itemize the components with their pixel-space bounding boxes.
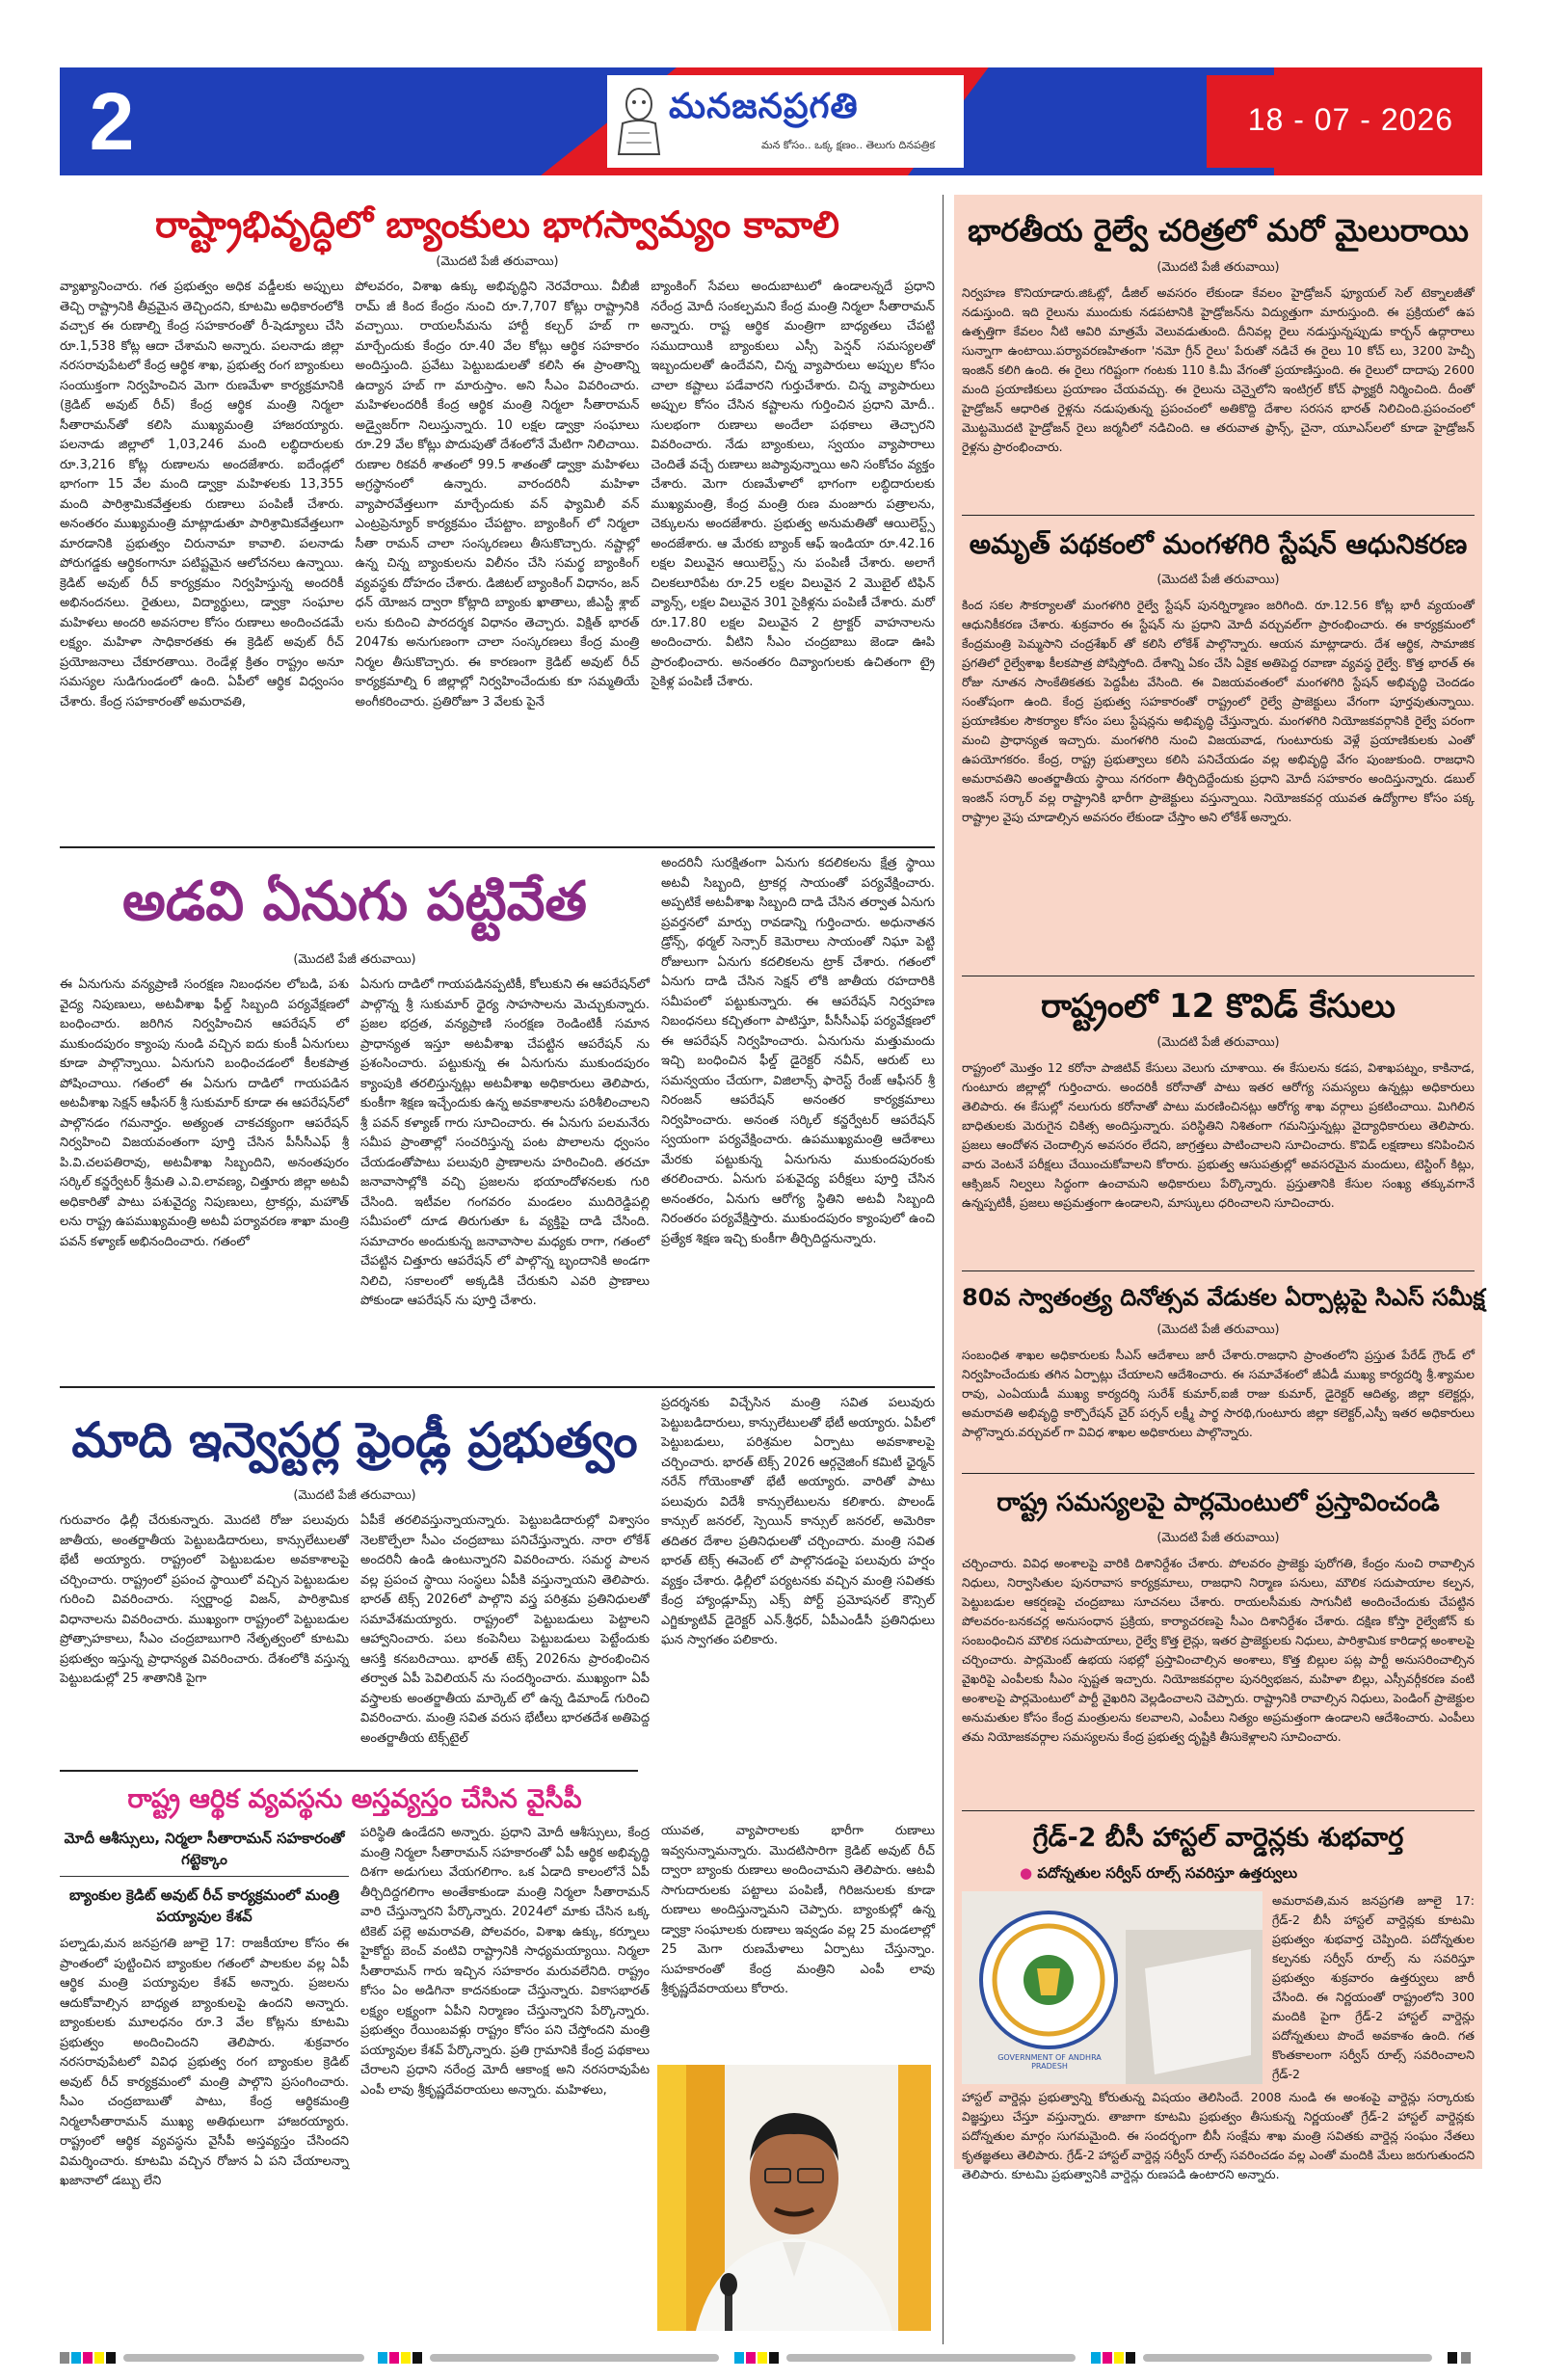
headline: రాష్ట్రాభివృద్ధిలో బ్యాంకులు భాగస్వామ్యం కావాలి bbox=[155, 203, 839, 246]
headline: గ్రేడ్-2 బీసీ హాస్టల్ వార్డెన్లకు శుభవార్త bbox=[1032, 1823, 1404, 1853]
newspaper-tagline: మన కోసం.. ఒక్క క్షణం.. తెలుగు దినపత్రిక bbox=[761, 139, 936, 151]
article-column-2: ఏపీకే తరలివస్తున్నాయన్నారు. పెట్టుబడిదారుల్లో విశ్వాసం నెలకొల్పేలా సీఎం చంద్రబాబు పనిచేస్తున్నారు. నారా లోకేశ్ అందరినీ ఉండి ఉంటున్నారని వివరించారు. సమర్థ పాలన వల్ల ప్రపంచ స్థాయి సంస్థలు ఏపీకి వస్తున్నాయని తెలిపారు. భారత్ టెక్స్ 2026లో పాల్గొని వస్త్ర పరిశ్రమ ప్రతినిధులతో సమావేశమయ్యారు. రాష్ట్రంలో పెట్టుబడులు పెట్టాలని ఆహ్వానించారు. పలు కంపెనీలు పెట్టుబడులు పెట్టేందుకు ఆసక్తి కనబరిచాయి. భారత్ టెక్స్ 2026ను ప్రారంభించిన తర్వాత ఏపీ పెవిలియన్ ను సందర్శించారు. ముఖ్యంగా ఏపీ వస్త్రాలకు అంతర్జాతీయ మార్కెట్ లో ఉన్న డిమాండ్ గురించి వివరించారు. మంత్రి సవిత వరుస భేటీలు భారతదేశ అతిపెద్ద అంతర్జాతీయ టెక్స్‌టైల్ bbox=[360, 1513, 650, 1746]
article-ysrcp-economy bbox=[60, 1776, 935, 2344]
headline: రాష్ట్ర సమస్యలపై పార్లమెంటులో ప్రస్తావించండి bbox=[997, 1488, 1440, 1517]
article-column-1: గురువారం ఢిల్లీ చేరుకున్నారు. మొదటి రోజు పలువురు జాతీయ, అంతర్జాతీయ పెట్టుబడిదారులు, కాన్సులేటులతో భేటీ అయ్యారు. రాష్ట్రంలో పెట్టుబడుల అవకాశాలపై చర్చించారు. రాష్ట్రంలో ప్రపంచ స్థాయిలో వచ్చిన పెట్టుబడుల గురించి వివరించారు. స్వర్ణాంధ్ర విజన్, పారిశ్రామిక విధానాలను వివరించారు. ముఖ్యంగా రాష్ట్రంలో పెట్టుబడుల ప్రోత్సాహకాలు, సీఎం చంద్రబాబుగారి నేతృత్వంలో కూటమి ప్రభుత్వం ఇస్తున్న ప్రాధాన్యత వివరించారు. దేశంలోకి వస్తున్న పెట్టుబడుల్లో 25 శాతానికి పైగా bbox=[60, 1513, 349, 1686]
byline: (మొదటి పేజీ తరువాయి) bbox=[1156, 1531, 1280, 1545]
headline: రాష్ట్ర ఆర్థిక వ్యవస్థను అస్తవ్యస్తం చేసిన వైసీపీ bbox=[127, 1784, 582, 1814]
article-body: సంబంధిత శాఖల అధికారులకు సీఎస్ ఆదేశాలు జారీ చేశారు.రాజధాని ప్రాంతంలోని ప్రస్తుత పేరేడ్ గ్రౌండ్ లో నిర్వహించేందుకు తగిన ఏర్పాట్లు చేయాలని ఆదేశించారు. ఈ సమావేశంలో జీఏడీ ముఖ్య కార్యదర్శి శ్రీ.శ్యామల రావు, ఎంఏయుడీ ముఖ్య కార్యదర్శి సురేశ్ కుమార్,ఐజీ రాజు కుమార్, డైరెక్టర్ ఆదిత్య, జిల్లా కలెక్టర్లు, అమరావతి అభివృద్ధి కార్పొరేషన్ చైర్ పర్సన్ లక్ష్మీ పార్థ సారథి,గుంటూరు జిల్లా కలెక్టర్,ఎస్పీ ఇతర అధికారులు పాల్గొన్నారు.వర్చువల్ గా వివిధ శాఖల అధికారులు పాల్గొన్నారు. bbox=[962, 1348, 1475, 1439]
byline: (మొదటి పేజీ తరువాయి) bbox=[1156, 260, 1280, 275]
article-mangalagiri-station bbox=[962, 519, 1475, 974]
section-divider bbox=[962, 515, 1475, 516]
date-box bbox=[1207, 75, 1473, 168]
minister-photo bbox=[657, 2065, 931, 2331]
byline: (మొదటి పేజీ తరువాయి) bbox=[436, 254, 559, 269]
subheadline: ● పదోన్నతుల సర్వీస్ రూల్స్ సవరిస్తూ ఉత్తర్వులు bbox=[1020, 1864, 1298, 1882]
article-column-3: అందరినీ సురక్షితంగా ఏనుగు కదలికలను క్షేత్ర స్థాయి అటవీ సిబ్బంది, ట్రాకర్ల సాయంతో పర్యవేక్షించారు. అప్పటికే అటవీశాఖ సిబ్బంది దాడి చేసిన తర్వాత ఏనుగు ప్రవర్తనలో మార్పు రావడాన్ని గుర్తించారు. అధునాతన డ్రోన్స్, థర్మల్ సెన్సార్ కెమెరాలు సాయంతో నిఘా పెట్టి రోజులుగా ఏనుగు కదలికలను ట్రాక్ చేశారు. గతంలో ఏనుగు దాడి చేసిన సెక్షన్ లోకి జాతీయ రహదారికి సమీపంలో పట్టుకున్నారు. ఈ ఆపరేషన్ నిర్వహణ నిబంధనలు కచ్చితంగా పాటిస్తూ, పీసీసీఎఫ్ పర్యవేక్షణలో ఈ ఆపరేషన్ నిర్వహించారు. ఏనుగును మత్తుమందు ఇచ్చి బంధించిన ఫీల్డ్ డైరెక్టర్ నవీన్, ఆరుట్ లు సమన్వయం చేయగా, విజిలాన్స్ ఫారెస్ట్ రేంజ్ ఆఫీసర్ శ్రీ నిరంజన్ ఆపరేషన్ అనంతర కార్యక్రమాలు నిర్వహించారు. అనంత సర్కిల్ కన్జర్వేటర్ ఆపరేషన్ స్వయంగా పర్యవేక్షించారు. ఉపముఖ్యమంత్రి ఆదేశాలు మేరకు పట్టుకున్న ఏనుగును ముకుందపురంకు తరలించారు. ఏనుగు పశువైద్య పరీక్షలు పూర్తి చేసిన అనంతరం, ఏనుగు ఆరోగ్య స్థితిని అటవీ సిబ్బంది నిరంతరం పర్యవేక్షిస్తారు. ముకుందపురం క్యాంపులో ఉంచి ప్రత్యేక శిక్షణ ఇచ్చి కుంకీగా తీర్చిదిద్దనున్నారు. bbox=[661, 856, 935, 1246]
article-column-3: ప్రదర్శనకు విచ్చేసిన మంత్రి సవిత పలువురు పెట్టుబడిదారులు, కాన్సులేటులతో భేటీ అయ్యారు. ఏపీలో పెట్టుబడులు, పరిశ్రమల ఏర్పాటు అవకాశాలపై చర్చించారు. భారత్ టెక్స్ 2026 ఆర్గనైజింగ్ కమిటీ ఛైర్మన్ నరేన్ గోయెంకాతో భేటీ అయ్యారు. వారితో పాటు పలువురు విదేశీ కాన్సులేటులను కలిశారు. పొలండ్ కాన్సుల్ జనరల్, స్పెయిన్ కాన్సుల్ జనరల్, అమెరికా తదితర దేశాల ప్రతినిధులతో చర్చించారు. మంత్రి సవిత భారత్ టెక్స్ ఈవెంట్ లో పాల్గొనడంపై పలువురు హర్షం వ్యక్తం చేశారు. ఢిల్లీలో పర్యటనకు వచ్చిన మంత్రి సవితకు కేంద్ర హ్యాండ్లూమ్స్ ఎక్స్ పోర్ట్ ప్రమోషనల్ కౌన్సిల్ ఎగ్జిక్యూటివ్ డైరెక్టర్ ఎన్.శ్రీధర్, ఏపీఎండీసీ ప్రతినిధులు ఘన స్వాగతం పలికారు. bbox=[661, 1396, 935, 1647]
article-investor-friendly bbox=[60, 1394, 935, 1764]
section-divider bbox=[60, 1770, 638, 1772]
article-body: చర్చించారు. వివిధ అంశాలపై వారికి దిశానిర్దేశం చేశారు. పోలవరం ప్రాజెక్టు పురోగతి, కేంద్రం నుంచి రావాల్సిన నిధులు, నిర్వాసితుల పునరావాస కార్యక్రమాలు, రాజధాని నిర్మాణ పనులు, మౌలిక సదుపాయాల కల్పన, పెట్టుబడుల ఆకర్షణపై చంద్రబాబు సూచనలు చేశారు. రాయలసీమకు సాగునీటి అందించేందుకు చేపట్టిన పోలవరం-బనకచర్ల అనుసంధాన ప్రక్రియ, కార్యాచరణపై సీఎం దిశానిర్దేశం చేశారు. దక్షిణ కోస్తా రైల్వేజోన్ కు సంబంధించిన మౌలిక సదుపాయాలు, రైల్వే కొత్త లైన్లు, ఇతర ప్రాజెక్టులకు నిధులు, పారిశ్రామిక కారిడార్ల అంశాలపై చర్చించారు. పార్లమెంట్ ఉభయ సభల్లో ప్రస్తావించాల్సిన అంశాలు, కొత్త బిల్లుల పట్ల పార్టీ అనుసరించాల్సిన వైఖరిపై ఎంపీలకు సీఎం స్పష్టత ఇచ్చారు. నియోజకవర్గాల పునర్విభజన, మహిళా బిల్లు, ఎస్సీవర్గీకరణ వంటి అంశాలపై పార్లమెంటులో పార్టీ వైఖరిని వెల్లడించాలని చెప్పారు. రాష్ట్రానికి రావాల్సిన నిధులు, పెండింగ్ ప్రాజెక్టుల అనుమతుల కోసం కేంద్ర మంత్రులను కలవాలని, ఎంపీలు నిత్యం అప్రమత్తంగా ఉండాలని ఆదేశించారు. ఎంపీలు తమ నియోజకవర్గాల సమస్యలను కేంద్ర ప్రభుత్వ దృష్టికి తీసుకెళ్లాలని సూచించారు. bbox=[962, 1556, 1475, 1744]
print-registration-bar bbox=[60, 2350, 1482, 2366]
article-column-1: పల్నాడు,మన జనప్రగతి జూలై 17: రాజకీయాల కోసం ఈ ప్రాంతంలో పుట్టించిన బ్యాంకుల గతంలో పాలకుల వల్ల ఏపీ ఆర్థిక మంత్రి పయ్యావుల కేశవ్ అన్నారు. ప్రజలను ఆదుకోవాల్సిన బాధ్యత బ్యాంకులపై ఉందని అన్నారు. బ్యాంకులకు మూలధనం రూ.3 వేల కోట్లను కూటమి ప్రభుత్వం అందించిందని తెలిపారు. శుక్రవారం నరసరావుపేటలో వివిధ ప్రభుత్వ రంగ బ్యాంకుల క్రెడిట్ అవుట్ రీచ్ కార్యక్రమంలో మంత్రి పాల్గొని ప్రసంగించారు. సీఎం చంద్రబాబుతో పాటు, కేంద్ర ఆర్థికమంత్రి నిర్మలాసీతారామన్ ముఖ్య అతిథులుగా హాజరయ్యారు. రాష్ట్రంలో ఆర్థిక వ్యవస్థను వైసీపీ అస్తవ్యస్తం చేసిందని విమర్శించారు. కూటమి వచ్చిన రోజున ఏ పని చేయాలన్నా ఖజానాలో డబ్బు లేని bbox=[60, 1937, 349, 2188]
article-column-2: పరిస్థితి ఉండేదని అన్నారు. ప్రధాని మోదీ ఆశీస్సులు, కేంద్ర మంత్రి నిర్మలా సీతారామన్ సహకారంతో ఏపీ ఆర్థిక అభివృద్ధి దిశగా అడుగులు వేయగలిగాం. ఒక ఏడాది కాలంలోనే ఏపీ తీర్చిదిద్దగలిగాం అంతేకాకుండా మంత్రి నిర్మలా సీతారామన్ వారి చేస్తున్నారని పేర్కొన్నారు. 2024లో మాకు చేసిన ఒక్క టికెట్ పల్లె అమరావతి, పోలవరం, విశాఖ ఉక్కు, కర్నూలు హైకోర్టు బెంచ్ వంటివి రాష్ట్రానికి సాధ్యమయ్యాయి. నిర్మలా సీతారామన్ గారు ఇచ్చిన సహకారం మరువలేనిది. రాష్ట్రం కోసం ఏం అడిగినా కాదనకుండా చేస్తున్నారు. వికాసభారత్ లక్ష్యం లక్ష్యంగా ఏపీని నిర్మాణం చేస్తున్నారని పేర్కొన్నారు. ప్రభుత్వం రేయింబవళ్లు రాష్ట్రం కోసం పని చేస్తోందని మంత్రి పయ్యావుల కేశవ్ పేర్కొన్నారు. ప్రతి గ్రామానికి కేంద్ర పథకాలు చేరాలని ప్రధాని నరేంద్ర మోదీ ఆకాంక్ష అని నరసరావుపేట ఎంపీ లావు శ్రీకృష్ణదేవరాయలు అన్నారు. మహిళలు, bbox=[360, 1826, 650, 2098]
article-column-1: ఈ ఏనుగును వన్యప్రాణి సంరక్షణ నిబంధనల లోబడి, పశు వైద్య నిపుణులు, అటవీశాఖ ఫీల్డ్ సిబ్బంది పర్యవేక్షణలో బంధించారు. జరిగిన నిర్వహించిన ఆపరేషన్ లో ముకుందపురం క్యాంపు నుండి వచ్చిన ఐదు కుంకీ ఏనుగులు కూడా పాల్గొన్నాయి. ఏనుగుని బంధించడంలో కీలకపాత్ర పోషించాయి. గతంలో ఈ ఏనుగు దాడిలో గాయపడిన అటవీశాఖ సెక్షన్ ఆఫీసర్ శ్రీ సుకుమార్ కూడా ఈ ఆపరేషన్‌లో పాల్గొనడం గమనార్హం. అత్యంత చాకచక్యంగా ఆపరేషన్ నిర్వహించి విజయవంతంగా పూర్తి చేసిన పీసీసీఎఫ్ శ్రీ పి.వి.చలపతిరావు, అటవీశాఖ సిబ్బందిని, అనంతపురం సర్కిల్ కన్జర్వేటర్ శ్రీమతి ఎ.వి.లావణ్య, చిత్తూరు జిల్లా అటవీ అధికారితో పాటు పశువైద్య నిపుణులు, ట్రాకర్లు, మహౌత్ లను రాష్ట్ర ఉపముఖ్యమంత్రి అటవీ పర్యావరణ శాఖా మంత్రి పవన్ కళ్యాణ్ అభినందించారు. గతంలో bbox=[60, 977, 349, 1249]
article-column-2: ఏనుగు దాడిలో గాయపడినప్పటికీ, కోలుకుని ఈ ఆపరేషన్‌లో పాల్గొన్న శ్రీ సుకుమార్ ధైర్య సాహసాలను మెచ్చుకున్నారు. ప్రజల భద్రత, వన్యప్రాణి సంరక్షణ రెండింటికీ సమాన ప్రాధాన్యత ఇస్తూ అటవీశాఖ చేపట్టిన ఆపరేషన్ ను ప్రశంసించారు. పట్టుకున్న ఈ ఏనుగును ముకుందపురం క్యాంపుకి తరలిస్తున్నట్లు అటవీశాఖ అధికారులు తెలిపారు, కుంకీగా శిక్షణ ఇచ్చేందుకు ఉన్న అవకాశాలను పరిశీలించాలని శ్రీ పవన్ కళ్యాణ్ గారు సూచించారు. ఈ ఏనుగు పలమనేరు సమీప ప్రాంతాల్లో సంచరిస్తున్న పంట పొలాలను ధ్వంసం చేయడంతోపాటు పలువురి ప్రాణాలను హరించింది. తరచూ జనావాసాల్లోకి వచ్చి ప్రజలను భయాందోళనలకు గురి చేసింది. ఇటీవల గంగవరం మండలం ముదిరెడ్డిపల్లి సమీపంలో దూడ తిరుగుతూ ఓ వ్యక్తిపై దాడి చేసింది. సమాచారం అందుకున్న జనావాసాల మధ్యకు రాగా, గతంలో చేపట్టిన చిత్తూరు ఆపరేషన్ లో పాల్గొన్న బృందానికి అండగా నిలిచి, సకాలంలో అక్కడికి చేరుకుని ఎవరి ప్రాణాలు పోకుండా ఆపరేషన్ ను పూర్తి చేశారు. bbox=[360, 977, 650, 1308]
masthead bbox=[60, 67, 1482, 175]
section-divider bbox=[962, 1473, 1475, 1474]
subheadline-2: బ్యాంకుల క్రెడిట్ అవుట్ రీచ్ కార్యక్రమంలో మంత్రి పయ్యావుల కేశవ్ bbox=[68, 1886, 340, 1925]
hostel-photo bbox=[962, 1891, 1263, 2084]
gandhi-emblem-icon bbox=[615, 85, 663, 158]
article-covid-cases bbox=[962, 979, 1475, 1269]
article-column-3: యువత, వ్యాపారాలకు భారీగా రుణాలు ఇవ్వనున్నామన్నారు. మొదటిసారిగా క్రెడిట్ అవుట్ రీచ్ ద్వారా బ్యాంకు రుణాలు అందించామని తెలిపారు. ఆటవీ సాగుదారులకు పట్టాలు పంపిణీ, గిరిజనులకు కూడా రుణాలు అందిస్తున్నామని చెప్పారు. బ్యాంకుల్లో ఉన్న డ్వాక్రా సంఘాలకు రుణాలు ఇవ్వడం వల్ల 25 మండలాల్లో 25 మెగా రుణమేళాలు ఏర్పాటు చేస్తున్నాం. సుహకారంతో కేంద్ర మంత్రిని ఎంపీ లావు శ్రీకృష్ణదేవరాయలు కోరారు. bbox=[661, 1824, 935, 1996]
issue-date: 18 - 07 - 2026 bbox=[1247, 102, 1453, 137]
article-body: నిర్వహణ కొనియాడారు.జిఓట్లో, డీజిల్ అవసరం లేకుండా కేవలం హైడ్రోజన్ ఫ్యూయల్ సెల్ టెక్నాలజీతో నడుస్తుంది. ఇది రైలును ముందుకు నడపటానికి హైడ్రోజన్‌ను విద్యుత్తుగా మారుస్తుంది. ఈ ప్రక్రియలో ఉప ఉత్పత్తిగా కేవలం నీటి ఆవిరి మాత్రమే వెలువడుతుంది. దీనివల్ల రైలు నడుస్తున్నప్పుడు కార్బన్ ఉద్గారాలు సున్నాగా ఉంటాయి.పర్యావరణహితంగా 'నమో గ్రీన్ రైలు' పేరుతో నడిచే ఈ రైలు 10 కోచ్ లు, 3200 హెచ్పీ ఇంజిన్ కలిగి ఉంది. ఈ రైలు గరిష్టంగా గంటకు 110 కి.మీ వేగంతో ప్రయాణిస్తుంది. ఈ రైలులో దాదాపు 2600 మంది ప్రయాణికులు ప్రయాణం చేయవచ్చు. ఈ రైలును చెన్నైలోని ఇంటిగ్రల్ కోచ్ ఫ్యాక్టరీ నిర్మించింది. దీంతో హైడ్రోజన్ ఆధారిత రైళ్లను నడుపుతున్న ప్రపంచంలో అతికొద్ది దేశాల సరసన భారత్ నిలిచింది.ప్రపంచంలో మొట్టమొదటి హైడ్రోజన్ రైలు జర్మనీలో నడిచింది. ఆ తరువాత ఫ్రాన్స్, చైనా, యూఎస్‌లలో కూడా హైడ్రోజన్ రైళ్లను ప్రారంభించారు. bbox=[962, 285, 1475, 454]
article-banks-partnership bbox=[60, 197, 935, 841]
article-parliament-issues bbox=[962, 1477, 1475, 1808]
article-railway-milestone bbox=[962, 202, 1475, 513]
bullet-icon: ● bbox=[1020, 1864, 1038, 1882]
article-column-2: పోలవరం, విశాఖ ఉక్కు అభివృద్ధిని నెరవేరాయి. వీబీజీ రామ్ జీ కింద కేంద్రం నుంచి రూ.7,707 కోట్లు రాష్ట్రానికి వచ్చాయి. రాయలసీమను హార్టీ కల్చర్ హబ్ గా మార్చేందుకు కేంద్రం రూ.40 వేల కోట్లు ఆర్థిక సహకారం అందిస్తుంది. ప్రవేటు పెట్టుబడులతో కలిసి ఈ ప్రాంతాన్ని ఉద్యాన హబ్ గా మారుస్తాం. అని సీఎం వివరించారు. మహిళలందరికీ కేంద్ర ఆర్థిక మంత్రి నిర్మలా సీతారామన్ అడ్వైజర్‌గా నిలుస్తున్నారు. 10 లక్షల డ్వాక్రా సంఘాలు రూ.29 వేల కోట్లు పొదుపుతో దేశంలోనే మేటిగా నిలిచాయి. రుణాల రికవరీ శాతంలో 99.5 శాతంతో డ్వాక్రా మహిళలు అగ్రస్థానంలో ఉన్నారు. వారందరినీ మహిళా వ్యాపారవేత్తలుగా మార్చేందుకు వన్ ఫ్యామిలీ వన్ ఎంట్రప్రెన్యూర్ కార్యక్రమం చేపట్టాం. బ్యాంకింగ్ లో నిర్మలా సీతా రామన్ చాలా సంస్కరణలు తీసుకొచ్చారు. నష్టాల్లో ఉన్న చిన్న బ్యాంకులను విలీనం చేసి సమర్థ బ్యాంకింగ్ వ్యవస్థకు దోహదం చేశారు. డిజిటల్ బ్యాంకింగ్ విధానం, జన్ ధన్ యోజన ద్వారా కోట్లాది బ్యాంకు ఖాతాలు, జీఎస్టీ శ్లాబ్ లను కుదించి పారదర్శక విధానం తెచ్చారు. విక్షిత్ భారత్ 2047కు అనుగుణంగా చాలా సంస్కరణలు కేంద్ర మంత్రి నిర్మల తీసుకొచ్చారు. ఈ కారణంగా క్రెడిట్ అవుట్ రీచ్ కార్యక్రమాల్ని 6 జిల్లాల్లో నిర్వహించేందుకు కూ సమ్మతియే అంగీకరించారు. ప్రతిరోజూ 3 వేలకు పైనే bbox=[355, 280, 640, 709]
newspaper-logo bbox=[607, 75, 964, 168]
article-bc-hostel-wardens bbox=[962, 1814, 1475, 2181]
newspaper-name: మనజనప్రగతి bbox=[669, 87, 859, 126]
section-divider bbox=[60, 1386, 935, 1388]
byline: (మొదటి పేజీ తరువాయి) bbox=[1156, 1035, 1280, 1050]
headline: అడవి ఏనుగు పట్టివేత bbox=[121, 870, 587, 933]
headline: 80వ స్వాతంత్ర్య దినోత్సవ వేడుకల ఏర్పాట్లపై సిఎస్ సమీక్ష bbox=[962, 1284, 1485, 1311]
page-number: 2 bbox=[89, 76, 135, 167]
headline: రాష్ట్రంలో 12 కొవిడ్ కేసులు bbox=[1041, 987, 1396, 1026]
article-body-side: అమరావతి,మన జనప్రగతి జూలై 17: గ్రేడ్-2 బీసీ హాస్టల్ వార్డెన్లకు కూటమి ప్రభుత్వం శుభవార్త చెప్పింది. పదోన్నతుల కల్పనకు సర్వీస్ రూల్స్ ను సవరిస్తూ ప్రభుత్వం శుక్రవారం ఉత్తర్వులు జారీ చేసింది. ఈ నిర్ణయంతో రాష్ట్రంలోని 300 మందికి పైగా గ్రేడ్-2 హాస్టల్ వార్డెన్లు పదోన్నతులు పొందే అవకాశం ఉంది. గత కొంతకాలంగా సర్వీస్ రూల్స్ సవరించాలని గ్రేడ్-2 bbox=[1272, 1893, 1475, 2081]
article-column-3: బ్యాంకింగ్ సేవలు అందుబాటులో ఉండాలన్నదే ప్రధాని నరేంద్ర మోదీ సంకల్పమని కేంద్ర మంత్రి నిర్మలా సీతారామన్ అన్నారు. రాష్ట ఆర్థిక మంత్రిగా బాధ్యతలు చేపట్టి సముదాయికి బ్యాంకులు ఎస్సీ పెన్షన్ సమస్యలతో ఇబ్బందులతో ఉందేవని, చిన్న వ్యాపారులు అప్పుల కోసం చాలా కష్టాలు పడేవారని గుర్తుచేశారు. చిన్న వ్యాపారులు అప్పుల కోసం చేసిన కష్టాలను గుర్తించిన ప్రధాని మోదీ.. సులభంగా రుణాలు అందేలా పథకాలు తెచ్చారని వివరించారు. నేడు బ్యాంకులు, స్వయం వ్యాపారాలు చెందితే వచ్చే రుణాలు జప్యావున్నాయి అని సంకోచం వ్యక్తం చేశారు. మెగా రుణమేళాలో భాగంగా లబ్ధిదారులకు ముఖ్యమంత్రి, కేంద్ర మంత్రి రుణ మంజూరు పత్రాలను, చెక్కులను అందజేశారు. ప్రభుత్వ అనుమతితో ఆయిలెస్ట్స్ అందజేశారు. ఆ మేరకు బ్యాంక్ ఆఫ్ ఇండియా రూ.42.16 లక్షల విలువైన ఆయిలెస్ట్స్ ను పంపిణీ చేశారు. అలాగే చిలకలూరిపేట రూ.25 లక్షల విలువైన 2 మొబైల్ టిఫిన్ వ్యాన్స్, లక్షల విలువైన 301 సైకిళ్లను పంపిణీ చేశారు. మరో రూ.17.80 లక్షల విలువైన 2 ట్రాక్టర్ వాహనాలను అందించారు. వీటిని సీఎం చంద్రబాబు జెండా ఊపి ప్రారంభించారు. అనంతరం దివ్యాంగులకు ఉచితంగా ట్రై సైకిళ్ల పంపిణీ చేశారు. bbox=[651, 280, 936, 689]
headline: మాది ఇన్వెస్టర్ల ఫ్రెండ్లీ ప్రభుత్వం bbox=[71, 1412, 638, 1468]
section-divider bbox=[962, 1810, 1475, 1811]
article-body: రాష్ట్రంలో మొత్తం 12 కరోనా పాజిటివ్ కేసులు వెలుగు చూశాయి. ఈ కేసులను కడప, విశాఖపట్నం, కాకినాడ, గుంటూరు జిల్లాల్లో గుర్తించారు. అందరికీ కరోనాతో పాటు ఇతర ఆరోగ్య సమస్యలు ఉన్నట్లు అధికారులు తెలిపారు. ఈ కేసుల్లో నలుగురు కరోనాతో పాటు మరణించినట్లు ఆరోగ్య శాఖ వర్గాలు ప్రకటించాయి. మిగిలిన బాధితులకు మెరుగైన చికిత్స అందిస్తున్నారు. పరిస్థితిని నిశితంగా గమనిస్తున్నట్లు వైద్యాధికారులు తెలిపారు. ప్రజలు ఆందోళన చెందాల్సిన అవసరం లేదని, జాగ్రత్తలు పాటించాలని సూచించారు. కొవిడ్ లక్షణాలు కనిపించిన వారు వెంటనే పరీక్షలు చేయించుకోవాలని కోరారు. ప్రభుత్వ ఆసుపత్రుల్లో అవసరమైన మందులు, టెస్టింగ్ కిట్లు, ఆక్సిజన్ నిల్వలు సిద్ధంగా ఉంచామని అధికారులు పేర్కొన్నారు. ప్రస్తుతానికి కేసుల సంఖ్య తక్కువగానే ఉన్నప్పటికీ, ప్రజలు అప్రమత్తంగా ఉండాలని, మాస్కులు ధరించాలని సూచించారు. bbox=[962, 1060, 1475, 1210]
article-independence-day-review bbox=[962, 1274, 1485, 1471]
section-divider bbox=[962, 1270, 1475, 1271]
minister-portrait-image bbox=[657, 2065, 931, 2331]
color-registration-icon bbox=[60, 2350, 1482, 2366]
article-elephant-captured bbox=[60, 854, 935, 1382]
subheadline-1: మోదీ ఆశీస్సులు, నిర్మలా సీతారామన్ సహకారంతో గట్టెక్కాం bbox=[60, 1828, 349, 1877]
section-divider bbox=[60, 846, 935, 848]
byline: (మొదటి పేజీ తరువాయి) bbox=[293, 952, 416, 967]
headline: భారతీయ రైల్వే చరిత్రలో మరో మైలురాయి bbox=[968, 212, 1469, 249]
column-rule bbox=[943, 195, 944, 2344]
headline: అమృత్ పథకంలో మంగళగిరి స్టేషన్ ఆధునికరణ bbox=[969, 528, 1468, 560]
emblem-caption: GOVERNMENT OF ANDHRA PRADESH bbox=[997, 2053, 1102, 2071]
byline: (మొదటి పేజీ తరువాయి) bbox=[1156, 1323, 1280, 1337]
article-body: కింద సకల సౌకర్యాలతో మంగళగిరి రైల్వే స్టేషన్ పునర్నిర్మాణం జరిగింది. రూ.12.56 కోట్ల భారీ వ్యయంతో ఆధునికీకరణ చేశారు. శుక్రవారం ఈ స్టేషన్ ను ప్రధాని మోదీ వర్చువల్‌గా ప్రారంభించారు. ఈ కార్యక్రమంలో కేంద్రమంత్రి పెమ్మసాని చంద్రశేఖర్ తో కలిసి లోకేశ్ పాల్గొన్నారు. ఆయన మాట్లాడారు. దేశ ఆర్థిక, సామాజిక ప్రగతిలో రైల్వేశాఖ కీలకపాత్ర పోషిస్తోంది. దేశాన్ని ఏకం చేసి ఏకైక అతిపెద్ద రవాణా వ్యవస్థ రైల్వే. కొత్త భారత్ ఈ రోజు నూతన సాంకేతికతకు పెద్దపీట వేసింది. ఈ విజయవంతంలో మంగళగిరి స్టేషన్ అభివృద్ధి చెందడం సంతోషంగా ఉంది. కేంద్ర ప్రభుత్వ సహకారంతో రాష్ట్రంలో రైల్వే ప్రాజెక్టులు వేగంగా పూర్తవుతున్నాయి. ప్రయాణికుల సౌకర్యాల కోసం పలు స్టేషన్లను అభివృద్ధి చేస్తున్నారు. మంగళగిరి నియోజకవర్గానికి రైల్వే పరంగా మంచి ప్రాధాన్యత ఇచ్చారు. మంగళగిరి నుంచి విజయవాడ, గుంటూరుకు వెళ్లే ప్రయాణికులకు ఎంతో ఉపయోగకరం. కేంద్ర, రాష్ట్ర ప్రభుత్వాలు కలిసి పనిచేయడం వల్ల అభివృద్ధి వేగం పుంజుకుంది. రాజధాని అమరావతిని అంతర్జాతీయ స్థాయి నగరంగా తీర్చిదిద్దేందుకు ప్రధాని మోదీ సహకారం అందిస్తున్నారు. డబుల్ ఇంజిన్ సర్కార్ వల్ల రాష్ట్రానికి భారీగా ప్రాజెక్టులు వస్తున్నాయి. నియోజకవర్గ యువత ఉద్యోగాల కోసం పక్క రాష్ట్రాల వైపు చూడాల్సిన అవసరం లేకుండా చేస్తాం అని లోకేశ్ అన్నారు. bbox=[962, 598, 1475, 824]
article-body-full: హాస్టల్ వార్డెన్లు ప్రభుత్వాన్ని కోరుతున్న విషయం తెలిసిందే. 2008 నుండి ఈ అంశంపై వార్డెన్లు సర్కారుకు విజ్ఞప్తులు చేస్తూ వస్తున్నారు. తాజాగా కూటమి ప్రభుత్వం తీసుకున్న నిర్ణయంతో గ్రేడ్-2 హాస్టల్ వార్డెన్లకు పదోన్నతుల మార్గం సుగమమైంది. ఈ సందర్భంగా బీసీ సంక్షేమ శాఖ మంత్రి సవితకు వార్డెన్ల సంఘం నేతలు కృతజ్ఞతలు తెలిపారు. గ్రేడ్-2 హాస్టల్ వార్డెన్ల సర్వీస్ రూల్స్ సవరించడం వల్ల ఎంతో మందికి మేలు జరుగుతుందని తెలిపారు. కూటమి ప్రభుత్వానికి వార్డెన్లు రుణపడి ఉంటారని అన్నారు. bbox=[962, 2090, 1475, 2181]
byline: (మొదటి పేజీ తరువాయి) bbox=[293, 1488, 416, 1503]
byline: (మొదటి పేజీ తరువాయి) bbox=[1156, 573, 1280, 587]
article-column-1: వ్యాఖ్యానించారు. గత ప్రభుత్వం అధిక వడ్డీలకు అప్పులు తెచ్చి రాష్ట్రానికి తీవ్రమైన తెచ్చిందని, కూటమి అధికారంలోకి వచ్చాక ఈ రుణాల్ని కేంద్ర సహకారంతో రీ-షెడ్యూలు చేసి రూ.1,538 కోట్ల ఆదా చేశామని అన్నారు. పలనాడు జిల్లా నరసరావుపేటలో కేంద్ర ఆర్థిక శాఖ, ప్రభుత్వ రంగ బ్యాంకులు సంయుక్తంగా నిర్వహించిన మెగా రుణమేళా కార్యక్రమానికి (క్రెడిట్ అవుట్ రీచ్) కేంద్ర ఆర్థిక మంత్రి నిర్మలా సీతారామన్‌తో కలిసి ముఖ్యమంత్రి హాజరయ్యారు. పలనాడు జిల్లాలో 1,03,246 మంది లబ్ధిదారులకు రూ.3,216 కోట్ల రుణాలను అందజేశారు. ఐదేండ్లలో భాగంగా 15 వేల మంది డ్వాక్రా మహిళలకు 13,355 మంది పారిశ్రామికవేత్తలకు రుణాలు పంపిణీ చేశారు. అనంతరం ముఖ్యమంత్రి మాట్లాడుతూ పారిశ్రామికవేత్తలుగా మారడానికి ప్రభుత్వం చిరునామా కావాలి. పలనాడు పోరుగడ్డకు ఆర్థికంగానూ పటిష్టమైన ఆలోచనలు ఉన్నాయి. క్రెడిట్ అవుట్ రీచ్ కార్యక్రమం నిర్వహిస్తున్న అందరికీ అభినందనలు. రైతులు, విద్యార్థులు, డ్వాక్రా సంఘాల మహిళలు అందరి అవసరాల కోసం రుణాలు అందించడమే లక్ష్యం. మహిళా సాధికారతకు ఈ క్రెడిట్ అవుట్ రీచ్ ప్రయోజనాలు చేకూరతాయి. రెండేళ్ల క్రితం రాష్ట్రం అనూ సమస్యల సుడిగుండంలో ఉంది. ఏపీలో ఆర్థిక విధ్వంసం చేశారు. కేంద్ర సహకారంతో అమరావతి, bbox=[60, 280, 344, 709]
